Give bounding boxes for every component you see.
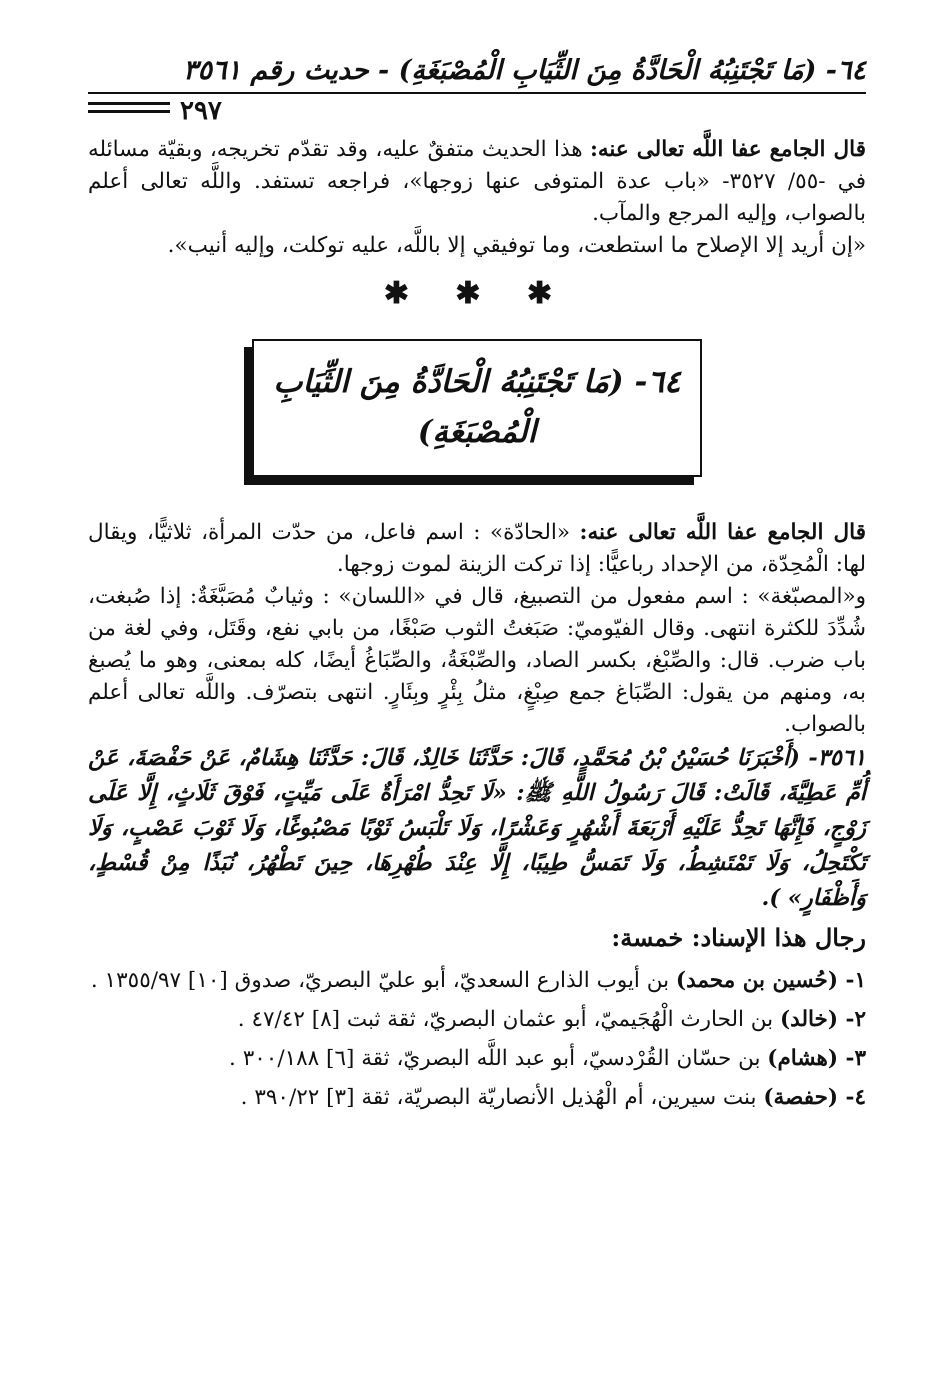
commentary-paragraph-2: و«المصبّغة» : اسم مفعول من التصبيغ، قال في «اللسان» : وثيابٌ مُصَبَّغَةٌ: إذا صُبغت، شُدِّدَ للكثرة انتهى. وقال الفيّوميّ: صَبَغتُ الثوب صَبْغًا، من بابي نفع، وقَتَل، وفي لغة من باب ضرب. قال: والصِّبْغ، بكسر الصاد، والصِّبْغَةُ، والصِّبَاغُ أيضًا، كله بمعنى، وهو ما يُصبغ به، ومنهم من يقول: الصِّبَاغ جمع صِبْغٍ، مثلُ بِئْرٍ وبِئَارٍ. انتهى بتصرّف. واللَّه تعالى أعلم بالصواب. xyxy=(88,584,866,737)
document-page xyxy=(88,52,866,1120)
chapter-title-line-2: الْمُصْبَغَةِ) xyxy=(417,414,537,450)
chapter-title-line-1: ٦٤- (مَا تَجْتَنِبُهُ الْحَادَّةُ مِنَ الثِّيَابِ xyxy=(273,364,681,400)
narrator-name: ١- (حُسين بن محمد) xyxy=(675,968,866,993)
commentary-paragraph-1-text: «الحادّة» : اسم فاعل، من حدّت المرأة، ثلاثيًّا، ويقال لها: الْمُحِدّة، من الإحداد رباعيًّا: إذا تركت الزينة لموت زوجها. xyxy=(88,520,866,577)
narrator-name: ٢- (خالد) xyxy=(780,1007,866,1032)
narrator-item xyxy=(88,964,866,997)
narrators-heading: رجال هذا الإسناد: خمسة: xyxy=(611,923,866,952)
narrator-details: بن حسّان القُرْدسيّ، أبو عبد اللَّه البصريّ، ثقة [٦] ٣٠٠/١٨٨ . xyxy=(229,1046,768,1071)
narrator-details: بن أيوب الذارع السعديّ، أبو عليّ البصريّ، صدوق [١٠] ١٣٥٥/٩٧ . xyxy=(90,968,676,993)
commentary-paragraph-1 xyxy=(88,517,866,581)
narrator-item xyxy=(88,1042,866,1075)
intro-paragraph-2: «إن أريد إلا الإصلاح ما استطعت، وما توفيقي إلا باللَّه، عليه توكلت، وإليه أنيب». xyxy=(167,233,866,258)
page-number-rules xyxy=(88,102,170,118)
page-number: ٢٩٧ xyxy=(180,96,222,126)
intro-paragraph-1 xyxy=(88,134,866,230)
page-number-row xyxy=(88,94,866,128)
narrator-item xyxy=(88,1081,866,1114)
narrator-details: بن الحارث الْهُجَيميّ، أبو عثمان البصريّ، ثقة ثبت [٨] ٤٧/٤٢ . xyxy=(237,1007,780,1032)
narrator-details: بنت سيرين، أم الْهُذيل الأنصاريّة البصريّة، ثقة [٣] ٣٩٠/٢٢ . xyxy=(240,1085,764,1110)
chapter-title-box xyxy=(252,339,702,477)
author-lead: قال الجامع عفا اللَّه تعالى عنه: xyxy=(579,520,866,545)
running-head: ٦٤- (مَا تَجْتَنِبُهُ الْحَادَّةُ مِنَ الثِّيَابِ الْمُصْبَغَةِ) - حديث رقم ٣٥٦١ xyxy=(183,55,866,86)
narrator-name: ٤- (حفصة) xyxy=(763,1085,866,1110)
author-lead: قال الجامع عفا اللَّه تعالى عنه: xyxy=(589,137,866,162)
hadith-text: ٣٥٦١- (أَخْبَرَنَا حُسَيْنُ بْنُ مُحَمَّدٍ، قَالَ: حَدَّثَنَا خَالِدٌ، قَالَ: حَدَّثَنَا هِشَامٌ، عَنْ حَفْصَةَ، عَنْ أُمِّ عَطِيَّةَ، قَالَتْ: قَالَ رَسُولُ اللَّهِ ﷺ: «لَا تَحِدُّ امْرَأَةٌ عَلَى مَيِّتٍ، فَوْقَ ثَلَاثٍ، إِلَّا عَلَى زَوْجٍ، فَإِنَّهَا تَحِدُّ عَلَيْهِ أَرْبَعَةَ أَشْهُرٍ وَعَشْرًا، وَلَا تَلْبَسُ ثَوْبًا مَصْبُوغًا، وَلَا ثَوْبَ عَصْبٍ، وَلَا تَكْتَحِلُ، وَلَا تَمْتَشِطُ، وَلَا تَمَسُّ طِيبًا، إِلَّا عِنْدَ طُهْرِهَا، حِينَ تَطْهُرُ، نُبَذًا مِنْ قُسْطٍ، وَأَظْفَارٍ» ). xyxy=(88,745,866,911)
section-separator: ✱ ✱ ✱ xyxy=(383,276,571,311)
narrator-name: ٣- (هشام) xyxy=(767,1046,866,1071)
intro-paragraph-1-text: هذا الحديث متفقٌ عليه، وقد تقدّم تخريجه، وبقيّة مسائله في -٥٥/ ٣٥٢٧- «باب عدة المتوفى عنها زوجها»، فراجعه تستفد. واللَّه تعالى أعلم بالصواب، وإليه المرجع والمآب. xyxy=(88,137,867,226)
narrator-item xyxy=(88,1003,866,1036)
